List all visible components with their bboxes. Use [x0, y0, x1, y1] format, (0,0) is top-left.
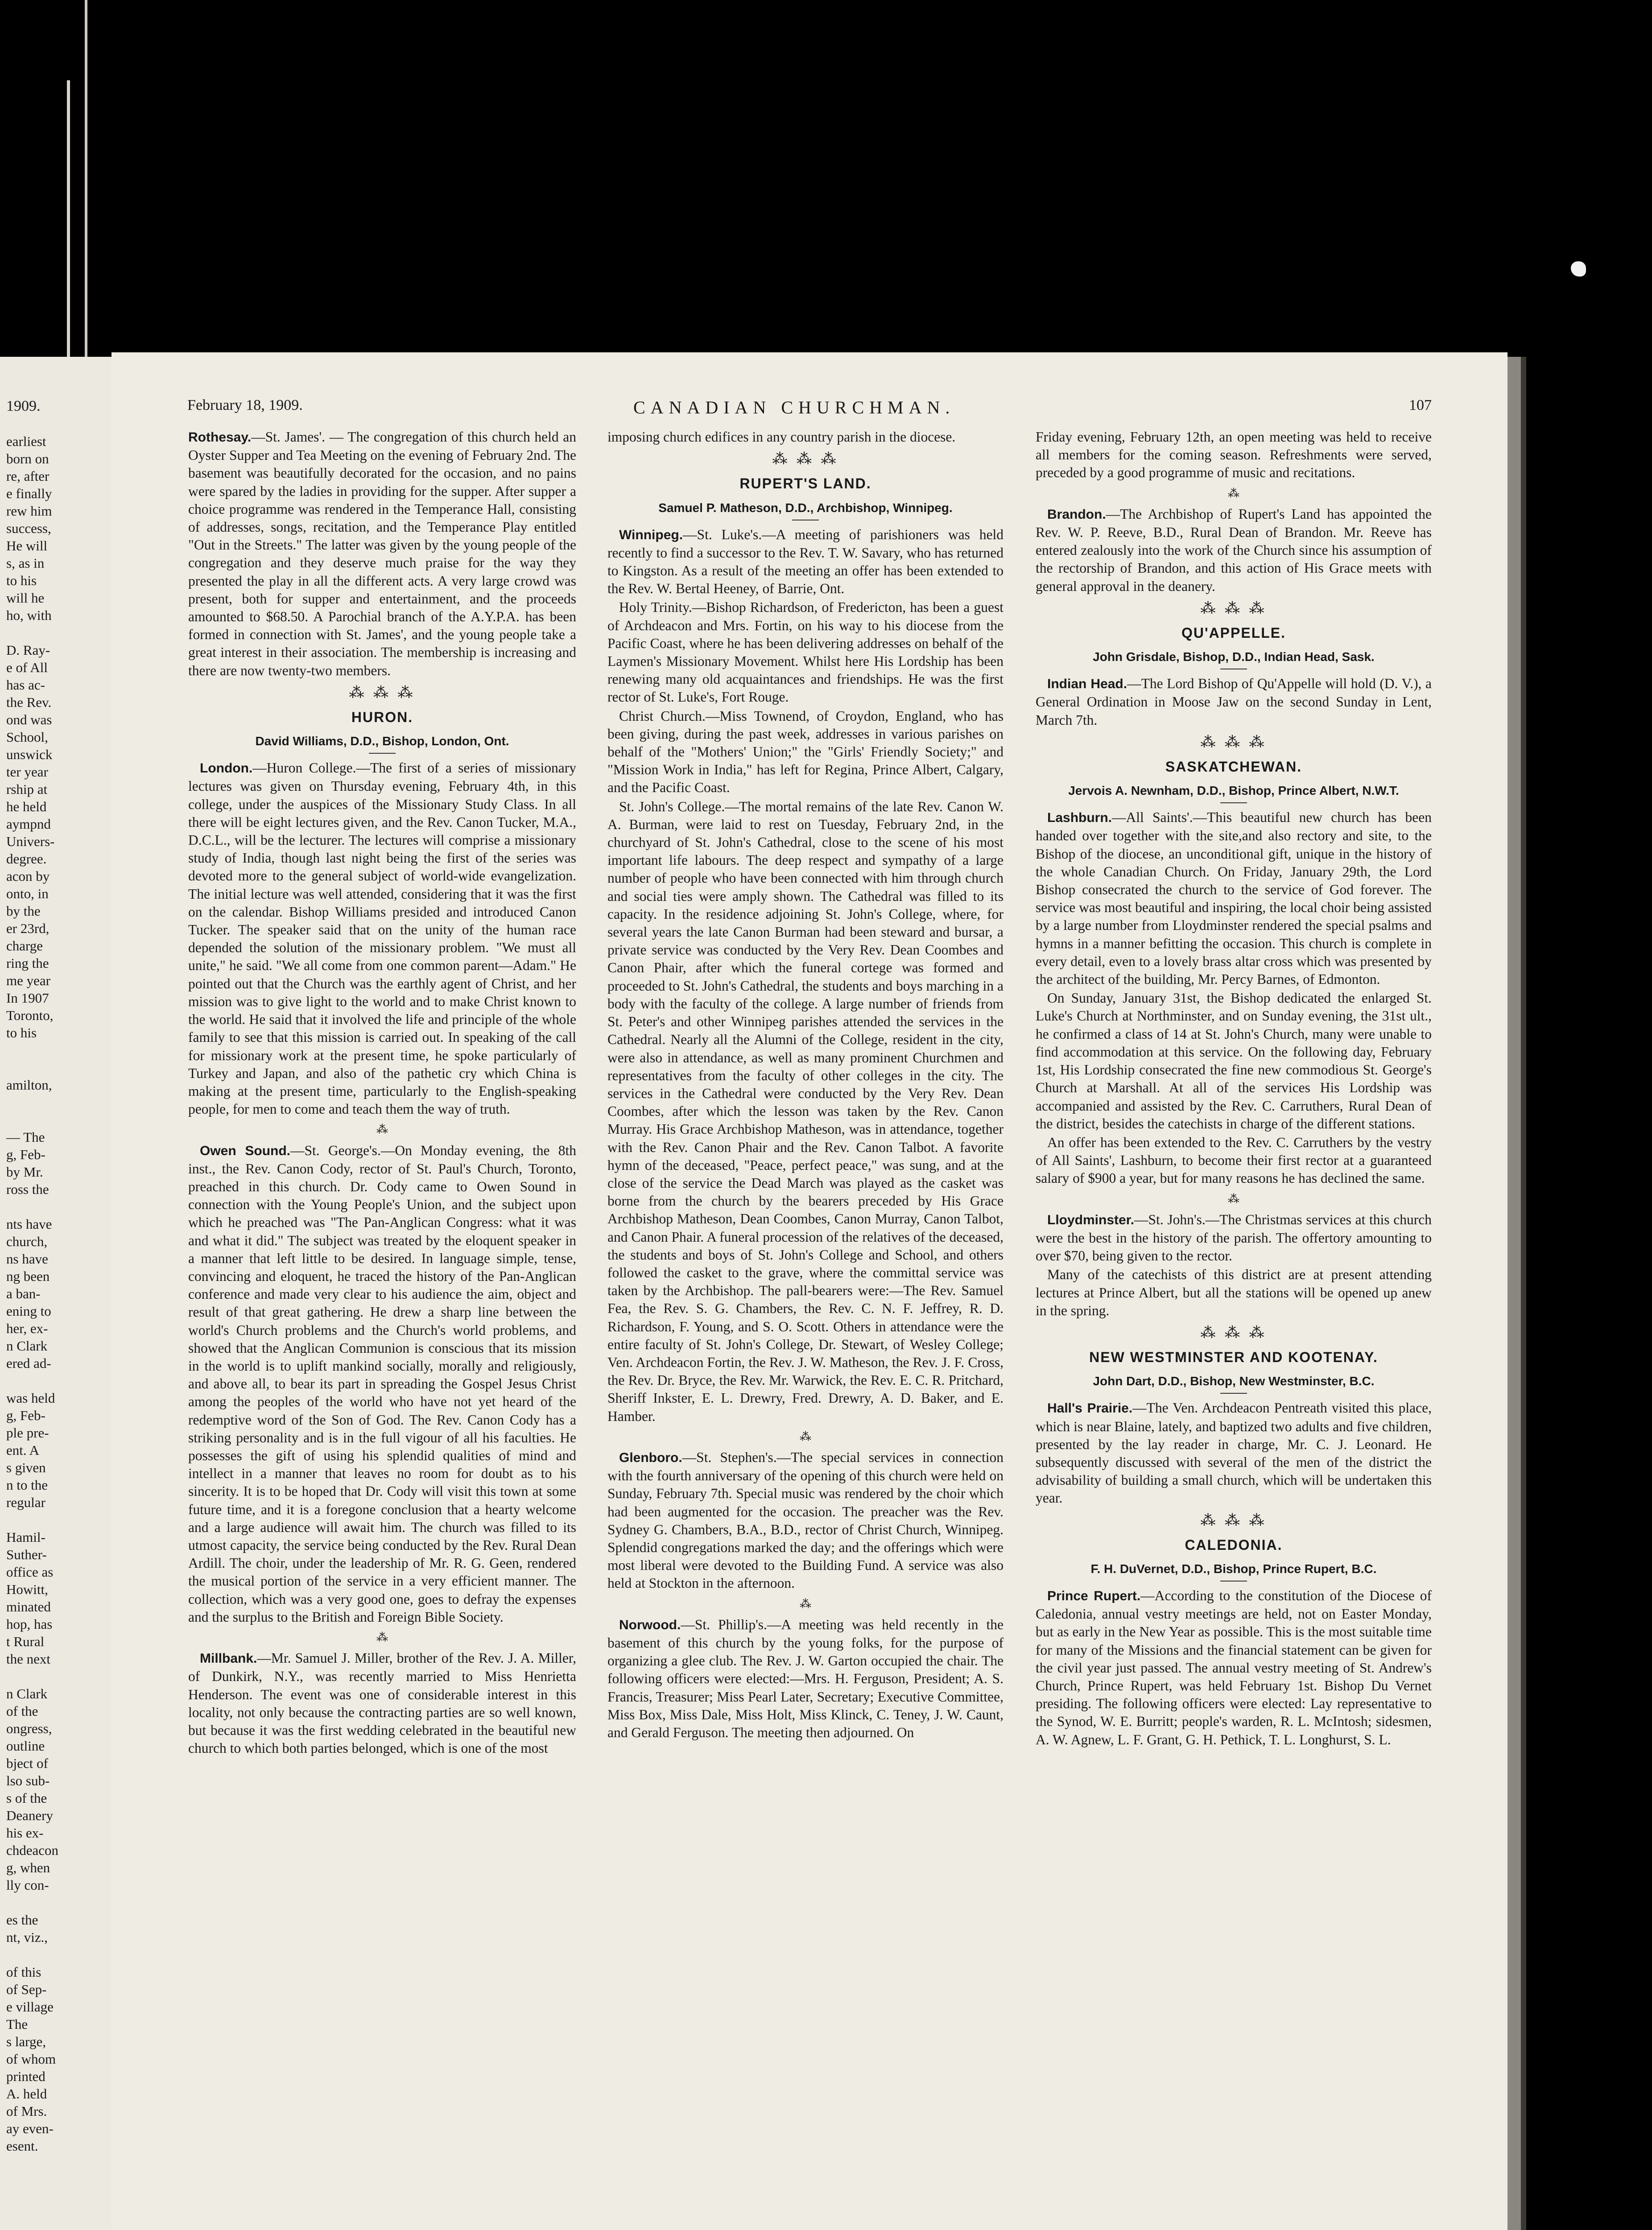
article-norwood — [607, 1616, 1004, 1742]
left-page-line: rship at — [6, 781, 48, 797]
bishop-line: David Williams, D.D., Bishop, London, Ont. — [255, 734, 509, 748]
place-heading: Lloydminster. — [1047, 1212, 1135, 1227]
bishop-line: John Grisdale, Bishop, D.D., Indian Head, Sask. — [1093, 650, 1375, 664]
article-halls-prairie — [1036, 1399, 1432, 1507]
left-page-line: A. held — [6, 2086, 47, 2102]
left-page-line: D. Ray- — [6, 642, 50, 658]
diocese-heading: RUPERT'S LAND. — [739, 475, 871, 492]
left-page-line: of this — [6, 1964, 41, 1980]
article-continuation: Friday evening, February 12th, an open meeting was held to receive all members for the coming season. Refreshments were served, preceded by a good programme of music and recitations. — [1036, 429, 1432, 481]
left-page-line: The — [6, 2016, 28, 2032]
section-ornament: ⁂ ⁂ ⁂ — [772, 451, 839, 468]
left-page-line — [6, 624, 109, 641]
left-page-line: ay even- — [6, 2121, 54, 2136]
left-page-line: t Rural — [6, 1634, 45, 1649]
diocese-heading: NEW WESTMINSTER AND KOOTENAY. — [1089, 1349, 1378, 1366]
article-prince-rupert — [1036, 1587, 1432, 1749]
article-text: —St. James'. — The congregation of this church held an Oyster Supper and Tea Meeting on the evening of February 2nd. The basement was beautifully decorated for the occasion, and no pains were spared by the ladies in providing for the supper. After supper a choice programme was rendered in the Temperance Hall, consisting of addresses, songs, recitation, and the Temperance Play entitled "Out in the Streets." The latter was given by the young people of the congregation and they deserve much praise for the way they presented the play in all the different acts. A very large crowd was present, both for supper and entertainment, and the proceeds amounted to $68.50. A Parochial branch of the A.Y.P.A. has been formed in connection with St. James', and the young people take a great interest in their association. The membership is increasing and there are now twenty-two members. — [188, 429, 576, 678]
article-text: —St. George's.—On Monday evening, the 8th inst., the Rev. Canon Cody, rector of St. Paul's Church, Toronto, preached in this church. Dr. Cody came to Owen Sound in connection with the Young People's Union, and the subject upon which he preached was "The Pan-Anglican Congress: what it was and what it did." The subject was treated by the eloquent speaker in a manner that left little to be desired. In language simple, tense, convincing and eloquent, he traced the history of the Pan-Anglican conference and made very clear to his audience the aim, object and result of that great gathering. He drew a sharp line between the world's Church problems and the Church's world problems, and showed that the Anglican Communion is conscious that its mission in the world is to uplift mankind socially, morally and religiously, and above all, to bear its part in spreading the Gospel Jesus Christ among the peoples of the world who have not yet heard of the redemptive word of the Son of God. The Rev. Canon Cody has a striking personality and is in the full vigour of all his faculties. He possesses the gift of using his splendid qualities of mind and intellect in a manner that leaves no room for doubt as to his sincerity. It is to be hoped that Dr. Cody will visit this town at some future time, and it is a foregone conclusion that a hearty welcome and a large audience will await him. The church was filled to its utmost capacity, the service being conducted by the Rev. Rural Dean Ardill. The choir, under the leadership of Mr. R. G. Geen, rendered the musical portion of the service in a very efficient manner. The collection, which was a very good one, goes to defray the expenses and the surplus to the British and Foreign Bible Society. — [188, 1142, 576, 1625]
section-ornament: ⁂ ⁂ ⁂ — [1200, 1512, 1267, 1529]
left-page-line — [6, 1894, 109, 1911]
left-page-line: by the — [6, 903, 41, 919]
left-page-line: lso sub- — [6, 1773, 50, 1788]
left-page-line: s large, — [6, 2034, 46, 2049]
article-st-johns-college: St. John's College.—The mortal remains of the late Rev. Canon W. A. Burman, were laid to rest on Tuesday, February 2nd, in the churchyard of St. John's Cathedral, close to the scene of his most important life labours. The deep respect and sympathy of a large number of people who have been connected with him through church and social ties were amply shown. The Cathedral was filled to its capacity. In the residence adjoining St. John's College, where, for several years the late Canon Burman had been steward and bursar, a private service was conducted by the Very Rev. Dean Coombes and Canon Phair, after which the funeral cortege was formed and proceeded to St. John's Cathedral, the students and boys marching in a body with the faculty of the college. A large number of friends from St. Peter's and other Winnipeg parishes attended the services in the Cathedral. Nearly all the Alumni of the College, resident in the city, were also in attendance, as well as many prominent Churchmen and representatives from the faculty of other colleges in the city. The services in the Cathedral were conducted by the Very Rev. Dean Coombes, after which the lesson was taken by the Rev. Canon Murray. His Grace Archbishop Matheson, was in attendance, together with the Rev. Canon Phair and the Rev. Canon Talbot. A favorite hymn of the deceased, "Peace, perfect peace," was sung, and at the close of the service the Dead March was played as the casket was borne from the church by the bearers preceded by His Grace Archbishop Matheson, Dean Coombes, Canon Murray, Canon Talbot, and Canon Phair. A funeral procession of the relatives of the deceased, the students and boys of St. John's College and School, and others followed the casket to the grave, where the committal service was taken by the Archbishop. The pall-bearers were:—The Rev. Samuel Fea, the Rev. S. G. Chambers, the Rev. C. N. F. Jeffrey, R. D. Richardson, F. Young, and S. O. Scott. Others in attendance were the entire faculty of St. John's College, Dr. Stewart, of Wesley College; Ven. Archdeacon Fortin, the Rev. J. W. Matheson, the Rev. J. F. Cross, the Rev. Dr. Bryce, the Rev. Mr. Warwick, the Rev. E. C. R. Pritchard, Sheriff Inkster, E. L. Drewry, Fred. Drewry, A. D. Baker, and E. Hamber. — [607, 798, 1004, 1424]
section-ornament: ⁂ ⁂ ⁂ — [1200, 600, 1267, 617]
left-page-line: ter year — [6, 764, 48, 780]
left-page-line: n to the — [6, 1477, 48, 1493]
left-page-line — [6, 1511, 109, 1528]
left-page-line: of the — [6, 1703, 38, 1719]
left-page-line — [6, 1668, 109, 1685]
left-page-line: of Mrs. — [6, 2103, 47, 2119]
diocese-heading: HURON. — [351, 709, 413, 726]
left-page-line: office as — [6, 1564, 54, 1580]
left-page-line: he held — [6, 799, 47, 814]
left-page-line: s of the — [6, 1790, 47, 1806]
divider — [1220, 802, 1247, 803]
place-heading: Norwood. — [619, 1617, 681, 1632]
article-text: —Mr. Samuel J. Miller, brother of the Rev. J. A. Miller, of Dunkirk, N.Y., was recently married to Miss Henrietta Henderson. The event was one of considerable interest in this locality, not only because the contracting parties are so well known, but because it was the first wedding celebrated in the beautiful new church to which both parties belonged, which is one of the most — [188, 1650, 576, 1756]
bishop-line: Jervois A. Newnham, D.D., Bishop, Prince Albert, N.W.T. — [1068, 784, 1399, 798]
article-text: —The Ven. Archdeacon Pentreath visited this place, which is near Blaine, lately, and baptized two adults and five children, presented by the lay reader in charge, Mr. C. J. Leonard. He subsequently discussed with several of the men of the district the advisability of building a small church, which will be undertaken this year. — [1036, 1400, 1432, 1506]
place-heading: Millbank. — [200, 1651, 257, 1666]
left-page-line: ns have — [6, 1251, 48, 1267]
article-text: —The Lord Bishop of Qu'Appelle will hold (D. V.), a General Ordination in Moose Jaw on the second Sunday in Lent, March 7th. — [1036, 676, 1432, 728]
left-page-line: Howitt, — [6, 1582, 48, 1597]
article-indian-head — [1036, 675, 1432, 729]
left-page-line — [6, 1059, 109, 1076]
left-page-line: her, ex- — [6, 1321, 48, 1336]
left-page-line: minated — [6, 1599, 51, 1615]
article-lashburn — [1036, 809, 1432, 988]
article-catechists: Many of the catechists of this district are at present attending lectures at Prince Albert, but all the stations will be opened up anew in the spring. — [1036, 1267, 1432, 1318]
left-page-line: He will — [6, 538, 48, 553]
divider — [369, 753, 396, 754]
left-page-line — [6, 1372, 109, 1389]
left-page-line: e finally — [6, 486, 52, 501]
newspaper-page — [112, 352, 1507, 2230]
section-ornament: ⁂ ⁂ ⁂ — [1200, 1324, 1267, 1341]
left-page-line: nt, viz., — [6, 1929, 48, 1945]
left-page-line: outline — [6, 1738, 45, 1754]
left-page-line: charge — [6, 938, 43, 954]
paragraph-ornament: ⁂ — [800, 1597, 811, 1611]
left-page-line: of whom — [6, 2051, 56, 2067]
left-page-line: g, Feb- — [6, 1147, 45, 1162]
left-page-line: esent. — [6, 2138, 38, 2154]
left-page-line: regular — [6, 1495, 45, 1510]
left-page-line: ongress, — [6, 1721, 52, 1736]
left-page-line: n Clark — [6, 1338, 48, 1354]
paragraph-ornament: ⁂ — [800, 1430, 811, 1443]
left-page-line: ening to — [6, 1303, 51, 1319]
article-winnipeg — [607, 526, 1004, 598]
left-page-line: a ban- — [6, 1286, 41, 1301]
left-page-line: Deanery — [6, 1808, 53, 1823]
article-text: —St. Phillip's.—A meeting was held recently in the basement of this church by the young folks, for the purpose of organizing a glee club. The Rev. J. W. Garton occupied the chair. The following officers were elected:—Mrs. H. Ferguson, President; A. S. Francis, Treasurer; Miss Pearl Later, Secretary; Executive Committee, Miss Box, Miss Dale, Miss Holt, Miss Klinck, C. Teney, J. W. Caunt, and Gerald Ferguson. The meeting then adjourned. On — [607, 1616, 1004, 1741]
left-page-line: bject of — [6, 1755, 48, 1771]
left-page-line: to his — [6, 573, 37, 588]
place-heading: Owen Sound. — [200, 1143, 291, 1158]
left-page-line — [6, 1041, 109, 1059]
article-text: —St. John's.—The Christmas services at this church were the best in the history of the parish. The offertory amounting to over $70, being given to the rector. — [1036, 1211, 1432, 1264]
left-page-line: ent. A — [6, 1442, 40, 1458]
left-page-line: Toronto, — [6, 1008, 54, 1023]
left-page-line: nts have — [6, 1216, 52, 1232]
left-page-line: Univers- — [6, 834, 55, 849]
left-page-line: e of All — [6, 660, 48, 675]
article-millbank — [188, 1649, 576, 1757]
left-page-line — [6, 1111, 109, 1128]
page-edge — [1507, 357, 1521, 2230]
paragraph-ornament: ⁂ — [1228, 487, 1239, 500]
section-ornament: ⁂ ⁂ ⁂ — [349, 684, 416, 701]
article-glenboro — [607, 1449, 1004, 1593]
left-page-line: earliest — [6, 434, 46, 449]
left-page-line: printed — [6, 2069, 45, 2084]
article-text: —St. Luke's.—A meeting of parishioners was held recently to find a successor to the Rev. T. W. Savary, who has returned to Kingston. As a result of the meeting an offer has been extended to the Rev. W. Bertal Heeney, of Barrie, Ont. — [607, 526, 1004, 597]
article-rothesay — [188, 428, 576, 680]
left-page-line: will he — [6, 590, 45, 606]
left-page-line: unswick — [6, 747, 53, 762]
left-page-line: e village — [6, 1999, 54, 2015]
place-heading: Lashburn. — [1047, 810, 1112, 826]
left-page-line: church, — [6, 1234, 48, 1249]
left-page-line — [6, 1946, 109, 1963]
left-page-line: Suther- — [6, 1547, 47, 1562]
left-page-line: by Mr. — [6, 1164, 43, 1180]
place-heading: Hall's Prairie. — [1047, 1401, 1133, 1416]
left-page-line: g, when — [6, 1860, 50, 1875]
place-heading: Glenboro. — [619, 1450, 682, 1465]
left-page-line: s given — [6, 1460, 46, 1475]
paragraph-ornament: ⁂ — [1228, 1192, 1239, 1206]
diocese-heading: SASKATCHEWAN. — [1165, 759, 1302, 775]
left-page-line — [6, 1094, 109, 1111]
left-page-line: me year — [6, 973, 50, 988]
place-heading: Brandon. — [1047, 507, 1106, 522]
left-page-line: was held — [6, 1390, 55, 1406]
left-page-line: n Clark — [6, 1686, 48, 1701]
left-page-line: ple pre- — [6, 1425, 49, 1441]
article-london — [188, 759, 576, 1118]
header-date: February 18, 1909. — [187, 397, 303, 413]
place-heading: Indian Head. — [1047, 677, 1127, 692]
divider — [1220, 1581, 1247, 1582]
paragraph-ornament: ⁂ — [376, 1631, 388, 1644]
left-page-line: aympnd — [6, 816, 51, 832]
article-text: —Huron College.—The first of a series of missionary lectures was given on Thursday evening, February 4th, in this college, under the auspices of the Missionary Study Class. In all there will be eight lectures given, and the Rev. Canon Tucker, M.A., D.C.L., will be the lecturer. The lectures will comprise a missionary study of India, though last night being the first of the series was devoted more to the general subject of world-wide evangelization. The initial lecture was well attended, considering that it was the first on the calendar. Bishop Williams presided and introduced Canon Tucker. The speaker said that on the unity of the human race depended the solution of the missionary problem. "We must all unite," he said. "We all come from one common parent—Adam." He pointed out that the Church was the earthly agent of Christ, and her mission was to give light to the world and to make Christ known to the world. He said that it involved the life and principle of the whole family to see that this mission is carried out. In speaking of the call for missionary work at the present time, he spoke particularly of Turkey and Japan, and also of the pathetic cry which China is making at the present time, particularly to the English-speaking people, for men to come and teach them the way of truth. — [188, 760, 576, 1117]
article-owen-sound — [188, 1142, 576, 1626]
left-page-line: ross the — [6, 1181, 49, 1197]
article-text: —St. Stephen's.—The special services in connection with the fourth anniversary of the opening of this church were held on Sunday, February 7th. Special music was rendered by the choir which had been augmented for the occasion. The preacher was the Rev. Sydney G. Chambers, B.A., B.D., rector of Christ Church, Winnipeg. Splendid congregations marked the day; and the offerings which were most liberal were devoted to the Building Fund. A service was also held at Stockton in the afternoon. — [607, 1449, 1004, 1591]
left-page-line: degree. — [6, 851, 47, 867]
left-page-line: In 1907 — [6, 990, 49, 1006]
article-offer: An offer has been extended to the Rev. C. Carruthers by the vestry of All Saints', Lashburn, to become their first rector at a guaranteed salary of $900 a year, but for many reasons he has declined the same. — [1036, 1134, 1432, 1186]
left-page-line: ho, with — [6, 607, 52, 623]
article-text: —The Archbishop of Rupert's Land has appointed the Rev. W. P. Reeve, B.D., Rural Dean of Brandon. Mr. Reeve has entered zealously into the work of the Church since his assumption of the rectorship of Brandon, and this action of His Grace meets with general approval in the deanery. — [1036, 506, 1432, 594]
left-page-line — [6, 1198, 109, 1215]
scan-speck — [1571, 261, 1586, 277]
left-page-line: chdeacon — [6, 1842, 59, 1858]
left-page-line: re, after — [6, 468, 50, 484]
left-page-line: School, — [6, 729, 48, 745]
header-page-number: 107 — [1409, 397, 1432, 413]
article-holy-trinity: Holy Trinity.—Bishop Richardson, of Fredericton, has been a guest of Archdeacon and Mrs. Fortin, on his way to his diocese from the Pacific Coast, where he has been delivering addresses on behalf of the Laymen's Missionary Movement. Whilst here His Lordship has been renewing many old acquaintances and friendships. He was the first rector of St. Luke's, Fort Rouge. — [607, 599, 1004, 705]
left-page-fragment — [0, 357, 112, 2230]
article-text: —According to the constitution of the Diocese of Caledonia, annual vestry meetings are held, not on Easter Monday, but as early in the New Year as possible. This is the most suitable time for many of the Missions and the financial statement can be given for the civil year just passed. The annual vestry meeting of St. Andrew's Church, Prince Rupert, was held February 1st. Bishop Du Vernet presiding. The following officers were elected: Lay representative to the Synod, W. E. Burritt; people's warden, R. L. McIntosh; sidesmen, A. W. Agnew, L. F. Grant, G. H. Pethick, T. L. Longhurst, S. L. — [1036, 1587, 1432, 1747]
diocese-heading: CALEDONIA. — [1185, 1536, 1283, 1553]
left-page-line: of Sep- — [6, 1982, 47, 1997]
left-page-line: acon by — [6, 868, 50, 884]
left-page-line: the Rev. — [6, 694, 52, 710]
left-page-line: lly con- — [6, 1877, 49, 1893]
left-page-line: s, as in — [6, 555, 45, 571]
left-page-line: es the — [6, 1912, 38, 1928]
left-page-line: ond was — [6, 712, 52, 727]
left-page-line: g, Feb- — [6, 1408, 45, 1423]
left-page-line: ring the — [6, 955, 49, 971]
left-page-line: amilton, — [6, 1077, 52, 1093]
header-title: CANADIAN CHURCHMAN. — [633, 397, 955, 417]
place-heading: Rothesay. — [188, 430, 252, 445]
left-page-line: to his — [6, 1025, 37, 1041]
left-page-line: Hamil- — [6, 1529, 45, 1545]
diocese-heading: QU'APPELLE. — [1181, 625, 1286, 641]
paragraph-ornament: ⁂ — [376, 1123, 388, 1136]
left-page-line: success, — [6, 520, 51, 536]
article-lloydminster — [1036, 1211, 1432, 1265]
left-page-line: onto, in — [6, 886, 49, 901]
left-page-line: the next — [6, 1651, 50, 1667]
article-christ-church: Christ Church.—Miss Townend, of Croydon, England, who has been giving, during the past week, addresses in various parishes on behalf of the "Mothers' Union;" the "Girls' Friendly Society;" and "Mission Work in India," has left for Regina, Prince Albert, Calgary, and the Pacific Coast. — [607, 708, 1004, 796]
left-page-header: 1909. — [6, 398, 41, 414]
left-page-text — [6, 433, 109, 2155]
bishop-line: F. H. DuVernet, D.D., Bishop, Prince Rupert, B.C. — [1090, 1561, 1377, 1576]
column-1 — [188, 428, 576, 1758]
divider — [1220, 1393, 1247, 1394]
place-heading: Prince Rupert. — [1047, 1588, 1141, 1603]
left-page-line: ng been — [6, 1268, 50, 1284]
left-page-line: rew him — [6, 503, 52, 519]
bishop-line: Samuel P. Matheson, D.D., Archbishop, Winnipeg. — [658, 500, 953, 515]
left-page-line: his ex- — [6, 1825, 44, 1841]
article-brandon — [1036, 505, 1432, 595]
left-page-line: has ac- — [6, 677, 45, 693]
article-continuation: imposing church edifices in any country parish in the diocese. — [607, 429, 956, 445]
article-text: —All Saints'.—This beautiful new church has been handed over together with the site,and also rectory and site, to the Bishop of the diocese, an unconditional gift, unique in the history of the whole Canadian Church. On Friday, January 29th, the Lord Bishop consecrated the church to the service of God forever. The service was most beautiful and inspiring, the local choir being assisted by a large number from Lloydminster rendered the special psalms and hymns in a manner befitting the occasion. This church is complete in every detail, even to a lovely brass altar cross which was presented by the architect of the building, Mr. Percy Barnes, of Edmonton. — [1036, 809, 1432, 987]
column-3 — [1036, 428, 1432, 1750]
left-page-line: ered ad- — [6, 1355, 51, 1371]
left-page-line: — The — [6, 1129, 45, 1145]
bishop-line: John Dart, D.D., Bishop, New Westminster, B.C. — [1093, 1374, 1375, 1388]
section-ornament: ⁂ ⁂ ⁂ — [1200, 734, 1267, 751]
place-heading: Winnipeg. — [619, 527, 683, 542]
article-sunday: On Sunday, January 31st, the Bishop dedicated the enlarged St. Luke's Church at Northminster, and on Sunday evening, the 31st ult., he confirmed a class of 14 at St. John's Church, many were unable to find accommodation at this service. On the following day, February 1st, His Lordship consecrated the fine new commodious St. George's Church at Marshall. At all of the services His Lordship was accompanied and assisted by the Rev. C. Carruthers, Rural Dean of the district, besides the catechists in charge of the different stations. — [1036, 990, 1432, 1132]
left-page-line: er 23rd, — [6, 921, 50, 936]
place-heading: London. — [200, 761, 253, 776]
page-edge-shadow — [1521, 357, 1526, 2230]
left-page-line: hop, has — [6, 1616, 53, 1632]
left-page-line: born on — [6, 451, 49, 467]
column-2 — [607, 428, 1004, 1743]
